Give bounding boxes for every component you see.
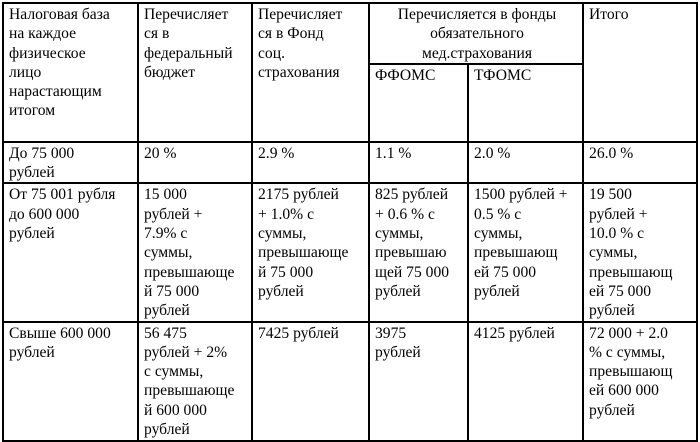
cell-ffoms: [369, 183, 468, 321]
cell-text: 1500 рублей + 0.5 % с суммы, превышающ ей 75 000 рублей: [474, 186, 568, 300]
cell-federal: [138, 322, 252, 441]
cell-text: 2175 рублей + 1.0% с суммы, превышающе й 75 000 рублей: [258, 186, 349, 300]
table-row: [3, 183, 697, 321]
cell-total: [583, 142, 697, 184]
cell-tfoms: [468, 183, 583, 321]
cell-tax-base: [3, 322, 138, 441]
header-tfoms-label: ТФОМС: [474, 66, 532, 84]
cell-text: От 75 001 рубля до 600 000 рублей: [9, 186, 116, 243]
cell-tfoms: [468, 322, 583, 441]
cell-text: 4125 рублей: [474, 324, 555, 342]
header-medical-funds-label: Перечисляется в фонды обязательного мед.страхования: [397, 6, 557, 62]
cell-social: [252, 183, 369, 321]
cell-social: [252, 322, 369, 441]
table-row: [3, 322, 697, 441]
cell-text: 72 000 + 2.0 % с суммы, превышающ ей 600 000 рублей: [589, 324, 673, 419]
cell-text: Свыше 600 000 рублей: [9, 324, 111, 361]
cell-ffoms: [369, 322, 468, 441]
cell-social: [252, 142, 369, 184]
cell-tax-base: [3, 183, 138, 321]
cell-text: 20 %: [144, 144, 177, 162]
header-cell-medical-funds: [369, 3, 583, 64]
cell-text: 26.0 %: [589, 144, 634, 162]
header-cell-social-fund: [252, 3, 369, 142]
cell-text: 56 475 рублей + 2% с суммы, превышающе й 600 000 рублей: [144, 324, 235, 439]
header-ffoms-label: ФФОМС: [375, 66, 436, 84]
tax-rate-table: [2, 2, 698, 442]
cell-total: [583, 183, 697, 321]
header-total-label: Итого: [589, 6, 629, 23]
header-cell-tax-base: [3, 3, 138, 142]
cell-total: [583, 322, 697, 441]
table-row: [3, 142, 697, 184]
cell-tax-base: [3, 142, 138, 184]
cell-text: 2.0 %: [474, 144, 511, 162]
cell-ffoms: [369, 142, 468, 184]
cell-text: 3975 рублей: [375, 324, 421, 361]
cell-text: 15 000 рублей + 7.9% с суммы, превышающе й 75 000 рублей: [144, 186, 235, 320]
header-cell-ffoms: [369, 64, 468, 142]
header-federal-budget-label: Перечисляет ся в федеральный бюджет: [144, 6, 233, 81]
cell-federal: [138, 142, 252, 184]
cell-text: 825 рублей + 0.6 % с суммы, превышаю щей 75 000 рублей: [375, 186, 450, 300]
header-cell-total: [583, 3, 697, 142]
table-header-row: [3, 3, 697, 64]
cell-tfoms: [468, 142, 583, 184]
cell-text: 19 500 рублей + 10.0 % с суммы, превышающ ей 75 000 рублей: [589, 186, 673, 320]
header-cell-federal-budget: [138, 3, 252, 142]
header-tax-base-label: Налоговая база на каждое физическое лицо нарастающим итогом: [9, 6, 110, 120]
cell-federal: [138, 183, 252, 321]
cell-text: 1.1 %: [375, 144, 412, 162]
cell-text: До 75 000 рублей: [9, 144, 75, 182]
cell-text: 7425 рублей: [258, 324, 339, 342]
header-social-fund-label: Перечисляет ся в Фонд соц. страхования: [258, 6, 343, 81]
header-cell-tfoms: [468, 64, 583, 142]
cell-text: 2.9 %: [258, 144, 295, 162]
